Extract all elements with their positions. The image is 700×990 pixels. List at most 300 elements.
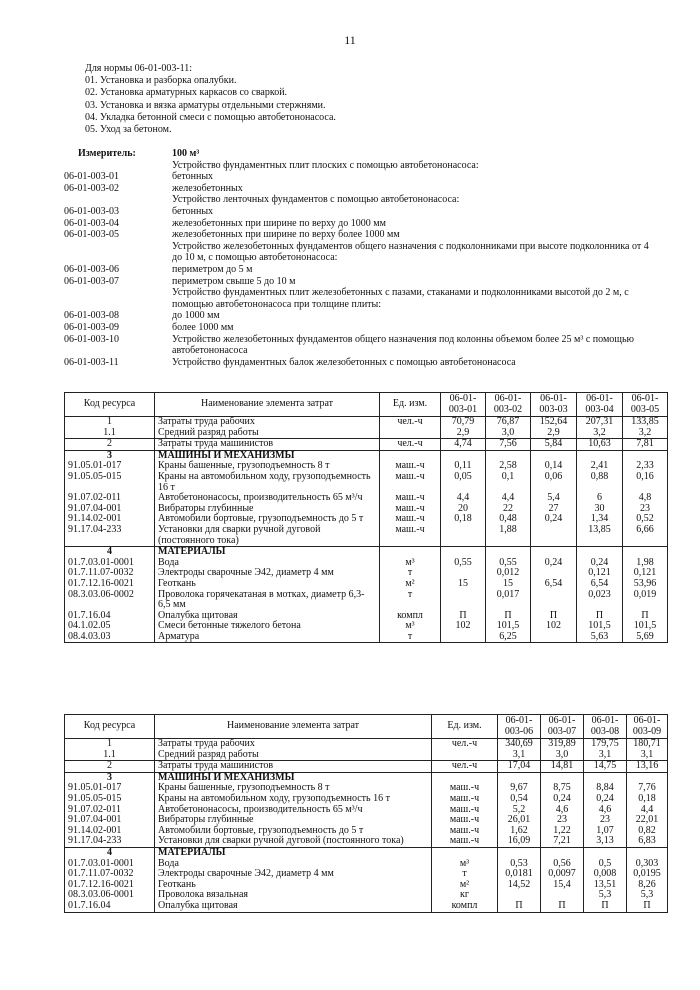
table-row <box>65 450 668 461</box>
resource-unit: м² <box>380 579 441 590</box>
header-unit: Ед. изм. <box>380 393 441 417</box>
resource-value: 0,24 <box>577 558 623 569</box>
norm-code <box>64 194 172 206</box>
resource-name: Смеси бетонные тяжелого бетона <box>155 621 380 632</box>
resource-code: 91.14.02-001 <box>65 514 155 525</box>
resource-value: 4,4 <box>486 493 531 504</box>
resource-table <box>64 392 668 643</box>
resource-code: 01.7.03.01-0001 <box>65 859 155 870</box>
resource-unit: компл <box>432 901 498 912</box>
resource-value: 0,023 <box>577 590 623 611</box>
resource-value: 3,0 <box>541 750 584 761</box>
resource-value: 0,121 <box>623 568 668 579</box>
measure-row <box>64 276 664 288</box>
resource-value: 0,18 <box>441 514 486 525</box>
resource-unit: кг <box>432 890 498 901</box>
resource-value: 5,84 <box>531 439 577 451</box>
resource-value: 0,0195 <box>627 869 668 880</box>
table-row <box>65 805 668 816</box>
op-line: 01. Установка и разборка опалубки. <box>85 75 237 87</box>
resource-value: 1,62 <box>498 826 541 837</box>
measure-row <box>64 218 664 230</box>
resource-name: МАШИНЫ И МЕХАНИЗМЫ <box>155 772 432 783</box>
table-row <box>65 859 668 870</box>
resource-unit <box>432 750 498 761</box>
resource-value: 5,3 <box>627 890 668 901</box>
resource-value: 14,75 <box>584 761 627 773</box>
resource-value: 22,01 <box>627 815 668 826</box>
resource-value: П <box>486 611 531 622</box>
table-row <box>65 880 668 891</box>
header-code: Код ресурса <box>65 393 155 417</box>
resource-code: 91.05.01-017 <box>65 461 155 472</box>
resource-value: 4,6 <box>584 805 627 816</box>
resource-value: 0,54 <box>498 794 541 805</box>
norm-code: 06-01-003-02 <box>64 182 119 194</box>
resource-value: П <box>541 901 584 912</box>
resource-code: 91.17.04-233 <box>65 525 155 547</box>
resource-value <box>584 847 627 858</box>
resource-value: 179,75 <box>584 739 627 750</box>
resource-code: 91.05.05-015 <box>65 794 155 805</box>
header-row <box>65 393 668 417</box>
header-norm-code: 06-01-003-05 <box>623 393 668 417</box>
resource-unit: т <box>380 632 441 643</box>
table-row <box>65 525 668 547</box>
resource-name: Автобетононасосы, производительность 65 м³/ч <box>155 493 380 504</box>
resource-code: 08.4.03.03 <box>65 632 155 643</box>
resource-unit: чел.-ч <box>432 739 498 750</box>
resource-unit: чел.-ч <box>432 761 498 773</box>
table-row <box>65 750 668 761</box>
resource-code: 04.1.02.05 <box>65 621 155 632</box>
resource-name: Краны на автомобильном ходу, грузоподъемность 16 т <box>155 794 432 805</box>
resource-code: 4 <box>65 547 155 558</box>
table-row <box>65 772 668 783</box>
resource-code: 08.3.03.06-0001 <box>65 890 155 901</box>
table-row <box>65 590 668 611</box>
norm-description: периметром до 5 м <box>172 263 253 275</box>
resource-code: 01.7.12.16-0021 <box>65 880 155 891</box>
resource-value: 1,22 <box>541 826 584 837</box>
resource-value: 319,89 <box>541 739 584 750</box>
measure-row <box>64 334 664 357</box>
norm-description: Устройство фундаментных балок железобетонных с помощью автобетононасоса <box>172 356 516 368</box>
resource-value: 1,07 <box>584 826 627 837</box>
resource-name: Вода <box>155 558 380 569</box>
resource-code: 91.07.02-011 <box>65 493 155 504</box>
resource-unit: т <box>380 568 441 579</box>
table-row <box>65 417 668 428</box>
resource-value: 27 <box>531 504 577 515</box>
header-norm-code: 06-01-003-07 <box>541 715 584 739</box>
resource-value: 0,11 <box>441 461 486 472</box>
resource-unit: компл <box>380 611 441 622</box>
measure-row <box>64 310 664 322</box>
resource-name: МАШИНЫ И МЕХАНИЗМЫ <box>155 450 380 461</box>
resource-unit <box>380 428 441 439</box>
resource-code: 01.7.03.01-0001 <box>65 558 155 569</box>
norm-code: 06-01-003-09 <box>64 321 119 333</box>
resource-name: Арматура <box>155 632 380 643</box>
resource-unit: маш.-ч <box>380 493 441 504</box>
resource-value: 5,4 <box>531 493 577 504</box>
resource-code: 91.05.05-015 <box>65 472 155 493</box>
table-row <box>65 493 668 504</box>
resource-code: 01.7.16.04 <box>65 611 155 622</box>
resource-value: 5,69 <box>623 632 668 643</box>
header-name: Наименование элемента затрат <box>155 715 432 739</box>
measure-row <box>64 206 664 218</box>
norm-code: 06-01-003-11 <box>64 356 119 368</box>
resource-value: 1,98 <box>623 558 668 569</box>
resource-value: 2,9 <box>441 428 486 439</box>
resource-code: 1 <box>65 739 155 750</box>
resource-value: 0,012 <box>486 568 531 579</box>
table-row <box>65 568 668 579</box>
table-row <box>65 815 668 826</box>
resource-value: 14,81 <box>541 761 584 773</box>
resource-unit: м² <box>432 880 498 891</box>
resource-code: 01.7.12.16-0021 <box>65 579 155 590</box>
resource-name: Затраты труда рабочих <box>155 417 380 428</box>
header-norm-code: 06-01-003-02 <box>486 393 531 417</box>
resource-name: Автомобили бортовые, грузоподъемность до 5 т <box>155 514 380 525</box>
resource-value: 5,3 <box>584 890 627 901</box>
resource-unit: чел.-ч <box>380 439 441 451</box>
resource-value <box>441 590 486 611</box>
resource-name: Краны башенные, грузоподъемность 8 т <box>155 461 380 472</box>
measure-label: Измеритель: <box>78 148 136 159</box>
resource-name: Затраты труда машинистов <box>155 761 432 773</box>
table-row <box>65 558 668 569</box>
resource-value: 4,4 <box>627 805 668 816</box>
resource-value: 0,53 <box>498 859 541 870</box>
norm-code: 06-01-003-01 <box>64 171 119 183</box>
norm-description: Устройство железобетонных фундаментов общего назначения под колонны объемом более 25 м³ с помощью автобетононасоса <box>172 333 635 357</box>
resource-unit: маш.-ч <box>432 805 498 816</box>
resource-code: 91.05.01-017 <box>65 783 155 794</box>
resource-value: 6,54 <box>577 579 623 590</box>
table-row <box>65 428 668 439</box>
resource-value: 0,5 <box>584 859 627 870</box>
resource-value <box>627 847 668 858</box>
resource-value: 0,24 <box>541 794 584 805</box>
page-number: 11 <box>344 33 356 47</box>
resource-unit: т <box>380 590 441 611</box>
resource-value: 13,16 <box>627 761 668 773</box>
table-row <box>65 547 668 558</box>
resource-unit: маш.-ч <box>380 504 441 515</box>
resource-unit: т <box>432 869 498 880</box>
resource-value: 6,54 <box>531 579 577 590</box>
header-norm-code: 06-01-003-06 <box>498 715 541 739</box>
header-norm-code: 06-01-003-09 <box>627 715 668 739</box>
resource-value: 8,75 <box>541 783 584 794</box>
resource-name: Установки для сварки ручной дуговой (постоянного тока) <box>155 525 380 547</box>
header-norm-code: 06-01-003-03 <box>531 393 577 417</box>
table-row <box>65 611 668 622</box>
resource-value: 30 <box>577 504 623 515</box>
resource-value: 17,04 <box>498 761 541 773</box>
norm-code <box>64 241 172 264</box>
resource-value: 53,96 <box>623 579 668 590</box>
resource-value: П <box>627 901 668 912</box>
resource-code: 91.07.04-001 <box>65 504 155 515</box>
table-row <box>65 514 668 525</box>
resource-value: 8,26 <box>627 880 668 891</box>
table-row <box>65 794 668 805</box>
resource-unit: м³ <box>380 558 441 569</box>
resource-value: П <box>623 611 668 622</box>
resource-value: 340,69 <box>498 739 541 750</box>
resource-unit: маш.-ч <box>380 525 441 547</box>
resource-value: 101,5 <box>577 621 623 632</box>
norm-code: 06-01-003-10 <box>64 333 119 345</box>
resource-name: Опалубка щитовая <box>155 611 380 622</box>
resource-value: 20 <box>441 504 486 515</box>
resource-value: 0,18 <box>627 794 668 805</box>
norm-intro <box>85 63 336 136</box>
resource-value <box>531 590 577 611</box>
resource-name: Проволока вязальная <box>155 890 432 901</box>
resource-value: 6,66 <box>623 525 668 547</box>
resource-code: 91.14.02-001 <box>65 826 155 837</box>
resource-value: 7,21 <box>541 836 584 847</box>
norm-description: более 1000 мм <box>172 321 234 333</box>
measure-row <box>64 171 664 183</box>
resource-value: 102 <box>531 621 577 632</box>
resource-value: П <box>577 611 623 622</box>
resource-value: 0,56 <box>541 859 584 870</box>
resource-value: 5,2 <box>498 805 541 816</box>
resource-value: 10,63 <box>577 439 623 451</box>
norm-description: железобетонных <box>172 182 243 194</box>
resource-value: 3,13 <box>584 836 627 847</box>
resource-value: 23 <box>623 504 668 515</box>
resource-value: 0,48 <box>486 514 531 525</box>
measure-value: 100 м³ <box>172 148 200 159</box>
resource-value: 152,64 <box>531 417 577 428</box>
measure-row <box>64 357 664 369</box>
resource-value: 0,55 <box>441 558 486 569</box>
resource-name: Средний разряд работы <box>155 428 380 439</box>
op-line: 03. Установка и вязка арматуры отдельными стержнями. <box>85 99 326 111</box>
resource-value: 3,0 <box>486 428 531 439</box>
resource-value: 180,71 <box>627 739 668 750</box>
resource-value: 4,74 <box>441 439 486 451</box>
resource-name: Вода <box>155 859 432 870</box>
resource-value: 6 <box>577 493 623 504</box>
table-row <box>65 869 668 880</box>
resource-code: 4 <box>65 847 155 858</box>
resource-value: 0,303 <box>627 859 668 870</box>
resource-value: 15 <box>486 579 531 590</box>
header-name: Наименование элемента затрат <box>155 393 380 417</box>
norm-code: 06-01-003-03 <box>64 205 119 217</box>
resource-name: Геоткань <box>155 579 380 590</box>
resource-name: МАТЕРИАЛЫ <box>155 547 380 558</box>
norm-code: 06-01-003-04 <box>64 217 119 229</box>
resource-value: 0,16 <box>623 472 668 493</box>
resource-name: Автобетононасосы, производительность 65 м³/ч <box>155 805 432 816</box>
resource-value: 15 <box>441 579 486 590</box>
resource-value: П <box>498 901 541 912</box>
resource-code: 01.7.11.07-0032 <box>65 568 155 579</box>
measure-row <box>64 183 664 195</box>
resource-code: 08.3.03.06-0002 <box>65 590 155 611</box>
measure-row <box>64 229 664 241</box>
resource-value: 133,85 <box>623 417 668 428</box>
resource-value: 8,84 <box>584 783 627 794</box>
resource-value <box>531 632 577 643</box>
resource-name: Автомобили бортовые, грузоподъемность до 5 т <box>155 826 432 837</box>
resource-code: 91.07.02-011 <box>65 805 155 816</box>
resource-value: 76,87 <box>486 417 531 428</box>
resource-code: 2 <box>65 761 155 773</box>
table-row <box>65 504 668 515</box>
resource-value: 0,0097 <box>541 869 584 880</box>
resource-value: 3,1 <box>627 750 668 761</box>
resource-code: 1.1 <box>65 750 155 761</box>
resource-value: 23 <box>584 815 627 826</box>
resource-value: 0,52 <box>623 514 668 525</box>
measure-row <box>64 194 664 206</box>
resource-value <box>531 525 577 547</box>
resource-value: 3,1 <box>584 750 627 761</box>
resource-name: Электроды сварочные Э42, диаметр 4 мм <box>155 869 432 880</box>
norm-description: железобетонных при ширине по верху до 1000 мм <box>172 217 386 229</box>
resource-value: 0,0181 <box>498 869 541 880</box>
norm-description: Устройство фундаментных плит плоских с помощью автобетононасоса: <box>172 159 479 171</box>
resource-value: 13,51 <box>584 880 627 891</box>
measure-table <box>64 148 664 368</box>
resource-code: 01.7.11.07-0032 <box>65 869 155 880</box>
resource-code: 3 <box>65 772 155 783</box>
resource-unit: чел.-ч <box>380 417 441 428</box>
resource-name: Средний разряд работы <box>155 750 432 761</box>
resource-name: Электроды сварочные Э42, диаметр 4 мм <box>155 568 380 579</box>
header-norm-code: 06-01-003-08 <box>584 715 627 739</box>
resource-value: 0,24 <box>584 794 627 805</box>
resource-unit: маш.-ч <box>432 836 498 847</box>
resource-value: 6,83 <box>627 836 668 847</box>
resource-unit: маш.-ч <box>380 514 441 525</box>
table-row <box>65 579 668 590</box>
resource-value: 0,82 <box>627 826 668 837</box>
resource-value: 26,01 <box>498 815 541 826</box>
norm-description: Устройство ленточных фундаментов с помощью автобетононасоса: <box>172 194 460 206</box>
resource-name: Затраты труда рабочих <box>155 739 432 750</box>
resource-value: 0,55 <box>486 558 531 569</box>
header-code: Код ресурса <box>65 715 155 739</box>
table-row <box>65 901 668 912</box>
resource-code: 1.1 <box>65 428 155 439</box>
resource-value: 101,5 <box>623 621 668 632</box>
resource-code: 3 <box>65 450 155 461</box>
norm-code: 06-01-003-06 <box>64 263 119 275</box>
measure-block <box>64 148 664 368</box>
resource-value: 0,017 <box>486 590 531 611</box>
resource-value: 7,56 <box>486 439 531 451</box>
resource-value <box>441 525 486 547</box>
resource-value: 16,09 <box>498 836 541 847</box>
resource-name: Краны на автомобильном ходу, грузоподъемность 16 т <box>155 472 380 493</box>
resource-value: 102 <box>441 621 486 632</box>
resource-unit <box>432 847 498 858</box>
resource-value <box>441 632 486 643</box>
resource-value: 0,24 <box>531 514 577 525</box>
measure-row <box>64 241 664 264</box>
resource-value: 101,5 <box>486 621 531 632</box>
op-line: 04. Укладка бетонной смеси с помощью автобетононасоса. <box>85 111 336 123</box>
table-row <box>65 472 668 493</box>
resource-value: 2,41 <box>577 461 623 472</box>
table-row <box>65 836 668 847</box>
resource-code: 01.7.16.04 <box>65 901 155 912</box>
resource-unit: маш.-ч <box>380 461 441 472</box>
resource-name: Опалубка щитовая <box>155 901 432 912</box>
measure-row <box>64 264 664 276</box>
norm-description: железобетонных при ширине по верху более 1000 мм <box>172 229 400 241</box>
resource-unit: маш.-ч <box>432 815 498 826</box>
resource-name: Проволока горячекатаная в мотках, диаметр 6,3-6,5 мм <box>155 590 380 611</box>
resource-name: Вибраторы глубинные <box>155 504 380 515</box>
resource-value: 4,4 <box>441 493 486 504</box>
resource-value: 207,31 <box>577 417 623 428</box>
resource-value <box>498 847 541 858</box>
resource-value: 4,6 <box>541 805 584 816</box>
table-row <box>65 632 668 643</box>
resource-value: 70,79 <box>441 417 486 428</box>
resource-value: 9,67 <box>498 783 541 794</box>
resource-unit: м³ <box>380 621 441 632</box>
resource-name: Вибраторы глубинные <box>155 815 432 826</box>
norm-description: периметром свыше 5 до 10 м <box>172 275 296 287</box>
resource-name: Установки для сварки ручной дуговой (постоянного тока) <box>155 836 432 847</box>
norm-code: 06-01-003-07 <box>64 275 119 287</box>
measure-row <box>64 287 664 310</box>
resource-value: П <box>441 611 486 622</box>
norm-description: бетонных <box>172 171 214 183</box>
resource-value: 0,14 <box>531 461 577 472</box>
resource-value: 6,25 <box>486 632 531 643</box>
resource-code: 1 <box>65 417 155 428</box>
table-row <box>65 739 668 750</box>
resource-value: П <box>584 901 627 912</box>
resource-value <box>541 847 584 858</box>
resource-value: 0,06 <box>531 472 577 493</box>
resource-value: 0,019 <box>623 590 668 611</box>
header-row <box>65 715 668 739</box>
resource-value: 2,9 <box>531 428 577 439</box>
resource-code: 2 <box>65 439 155 451</box>
resource-value: 3,2 <box>577 428 623 439</box>
resource-unit: маш.-ч <box>380 472 441 493</box>
norm-description: бетонных <box>172 205 214 217</box>
resource-value: 2,58 <box>486 461 531 472</box>
resource-value: 0,24 <box>531 558 577 569</box>
resource-value: 23 <box>541 815 584 826</box>
resource-value: 0,1 <box>486 472 531 493</box>
resource-unit: маш.-ч <box>432 826 498 837</box>
resource-value: 13,85 <box>577 525 623 547</box>
resource-name: Краны башенные, грузоподъемность 8 т <box>155 783 432 794</box>
resource-unit: маш.-ч <box>432 794 498 805</box>
norm-code: 06-01-003-05 <box>64 229 119 241</box>
resource-table-2 <box>64 714 667 913</box>
resource-value: 22 <box>486 504 531 515</box>
